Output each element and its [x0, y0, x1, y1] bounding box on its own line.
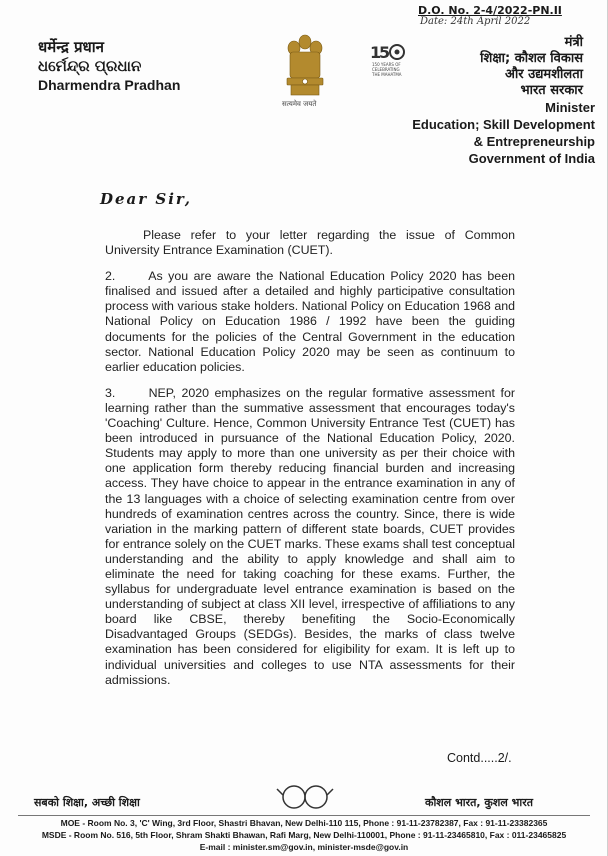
swachh-bharat-glasses-icon: [276, 781, 334, 811]
name-hindi: धर्मेन्द्र प्रधान: [38, 38, 104, 56]
designation-block: [400, 35, 595, 167]
emblem-motto: सत्यमेव जयते: [282, 100, 317, 108]
title-en-ministry-2: & Entrepreneurship: [473, 134, 595, 149]
slogan-left: सबको शिक्षा, अच्छी शिक्षा: [34, 796, 140, 809]
address-msde: MSDE - Room No. 516, 5th Floor, Shram Shakti Bhawan, Rafi Marg, New Delhi-110001, Phone : 91-11-23465810, Fax : 011-23465825: [41, 830, 567, 840]
do-number: D.O. No. 2-4/2022-PN.II: [418, 4, 562, 17]
name-odia: ଧର୍ମେନ୍ଦ୍ର ପ୍ରଧାନ: [38, 57, 142, 75]
paragraph-3-number: 3.: [105, 385, 149, 400]
title-en-govt: Government of India: [468, 151, 595, 166]
sender-name-block: [38, 38, 180, 95]
name-english: Dharmendra Pradhan: [38, 77, 181, 93]
title-hindi-ministry-2: और उद्यमशीलता: [504, 67, 583, 82]
email-line: E-mail : minister.sm@gov.in, minister-msde@gov.in: [199, 842, 409, 852]
title-hindi-govt: भारत सरकार: [520, 83, 583, 98]
paragraph-2: [105, 269, 515, 375]
paragraph-3: [105, 386, 515, 688]
address-moe: MOE - Room No. 3, 'C' Wing, 3rd Floor, Shastri Bhavan, New Delhi-110 115, Phone : 91-11-23782387, Fax : 91-11-23382365: [60, 818, 548, 828]
paragraph-2-text: As you are aware the National Education Policy 2020 has been finalised and issued after a detailed and highly participative consultation process with various stake holders. National Policy on Education 1968 and National Policy on Education 1986 / 1992 have been the guiding documents for the policies of the Central Government in the education sector. National Education Policy 2020 may be seen as continuum to earlier education policies.: [105, 269, 515, 374]
title-hindi-ministry: शिक्षा; कौशल विकास: [480, 51, 583, 66]
footer-divider: [18, 815, 590, 816]
paragraph-3-text: NEP, 2020 emphasizes on the regular formative assessment for learning rather than the summative assessment that encourages today's 'Coaching' Culture. Hence, Common University Entrance Test (CUET) has been introduced in pursuance of the National Education Policy, 2020. Students may apply to more than one university as per their choice with one application form thereby reducing financial burden and increasing access. They have choice to appear in the entrance examination in any of the 13 languages with a choice of selecting examination centre from over hundreds of examination centres across the country. Since, there is wide variation in the marking pattern of different state boards, CUET provides for entrance solely on the CUET marks. These exams shall test conceptual understanding and the ability to apply knowledge and shall aim to eliminate the need for taking coaching for these exams. Further, the syllabus for undergraduate level entrance examination is based on the understanding of subject at class XII level, irrespective of affiliations to any board like CBSE, thereby benefiting the Socio-Economically Disadvantaged Groups (SEDGs). Besides, the marks of class twelve examination has been considered for eligibility for exam. It is left up to individual universities and colleges to use NTA assessments for their admissions.: [105, 385, 516, 687]
title-en-ministry: Education; Skill Development: [412, 117, 595, 132]
svg-text:1: 1: [370, 43, 382, 62]
svg-text:5: 5: [379, 43, 391, 62]
national-emblem-icon: [280, 28, 330, 108]
salutation: Dear Sir,: [100, 190, 192, 208]
paragraph-2-number: 2.: [105, 269, 149, 284]
title-hindi-minister: मंत्री: [564, 35, 583, 50]
title-en-minister: Minister: [545, 100, 595, 115]
letter-body: [105, 228, 515, 699]
handwritten-date: Date: 24th April 2022: [420, 16, 531, 27]
slogan-right: कौशल भारत, कुशल भारत: [425, 796, 533, 809]
paragraph-1: Please refer to your letter regarding the issue of Common University Entrance Examination (CUET).: [105, 228, 515, 258]
continued-note: Contd.....2/.: [447, 751, 512, 765]
gandhi-150-caption: 150 YEARS OF CELEBRATING THE MAHATMA: [372, 62, 402, 77]
